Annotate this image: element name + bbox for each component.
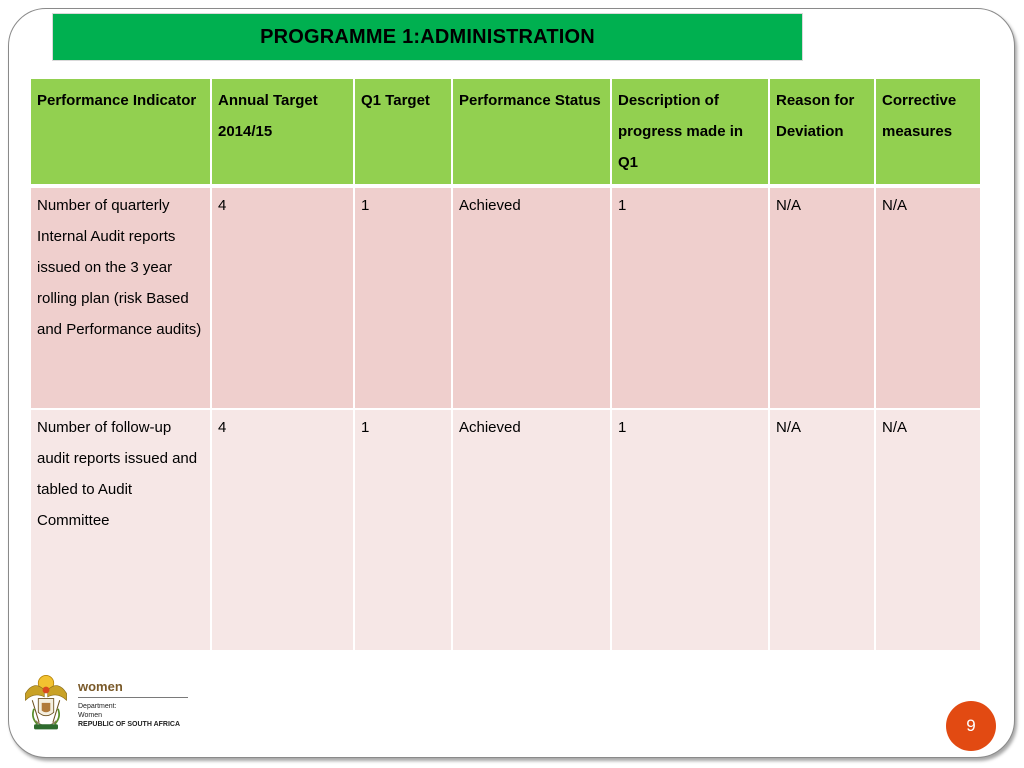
table-cell: Number of follow-up audit reports issued and tabled to Audit Committee: [30, 409, 211, 651]
column-header: Corrective measures: [875, 78, 981, 186]
table-cell: N/A: [769, 186, 875, 409]
table-cell: 4: [211, 186, 354, 409]
column-header: Reason for Deviation: [769, 78, 875, 186]
department-logo: [78, 680, 188, 729]
table-cell: N/A: [875, 186, 981, 409]
logo-divider: [78, 697, 188, 698]
column-header: Q1 Target: [354, 78, 452, 186]
slide-title: PROGRAMME 1:ADMINISTRATION: [260, 25, 595, 48]
title-bar: [52, 13, 803, 61]
coat-of-arms-icon: [22, 668, 70, 736]
logo-country: REPUBLIC OF SOUTH AFRICA: [78, 721, 181, 728]
page-number: 9: [966, 716, 976, 735]
page-number-badge: [946, 701, 996, 751]
table-row: [30, 409, 981, 651]
table-cell: 1: [611, 409, 769, 651]
column-header: Performance Indicator: [30, 78, 211, 186]
table-cell: Achieved: [452, 409, 611, 651]
table-cell: 1: [354, 186, 452, 409]
table-cell: Number of quarterly Internal Audit reports issued on the 3 year rolling plan (risk Based and Performance audits): [30, 186, 211, 409]
table-cell: N/A: [875, 409, 981, 651]
performance-table: [29, 77, 982, 652]
table-cell: N/A: [769, 409, 875, 651]
table-row: [30, 186, 981, 409]
column-header: Annual Target 2014/15: [211, 78, 354, 186]
table-cell: Achieved: [452, 186, 611, 409]
table-cell: 1: [611, 186, 769, 409]
logo-brand: women: [78, 679, 123, 694]
table-header-row: [30, 78, 981, 186]
logo-department-name: Women: [78, 712, 102, 719]
logo-department-line: Department:: [78, 703, 117, 710]
table-cell: 4: [211, 409, 354, 651]
column-header: Description of progress made in Q1: [611, 78, 769, 186]
column-header: Performance Status: [452, 78, 611, 186]
table-cell: 1: [354, 409, 452, 651]
